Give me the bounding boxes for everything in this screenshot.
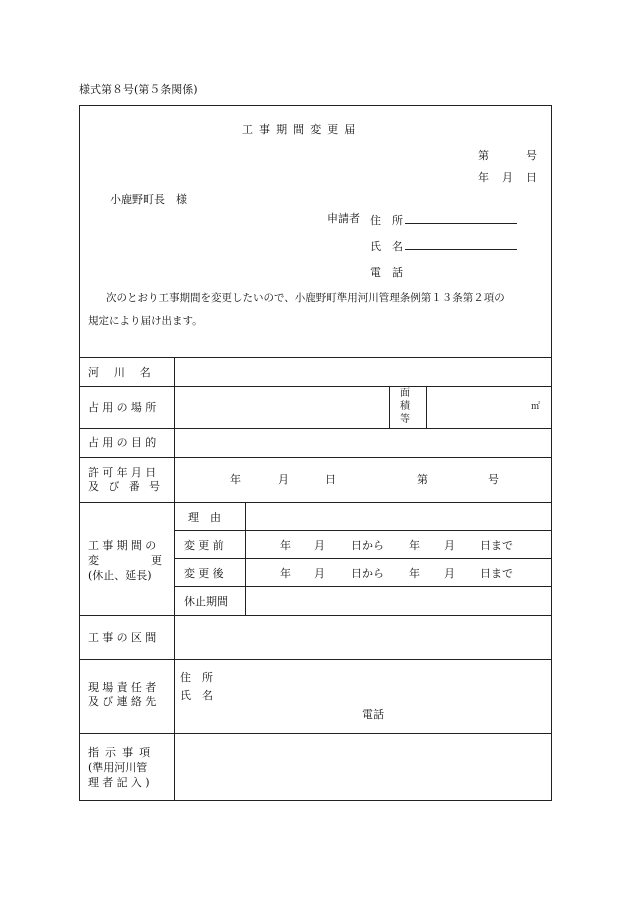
suspend-label: 休止期間 <box>184 595 228 608</box>
instruct-label <box>88 745 156 790</box>
body-text-line2: 規定により届け出ます。 <box>88 315 203 327</box>
area-label-char: 等 <box>400 414 410 425</box>
permit-day: 日 <box>325 473 336 486</box>
area-label-char: 面 <box>400 388 410 399</box>
applicant-label: 申請者 <box>327 212 360 225</box>
date-day-label: 日 <box>526 171 537 184</box>
change-label-hen: 変 <box>88 554 99 567</box>
before-from-day: 日から <box>351 539 384 552</box>
instruct-label-line2: (準用河川管 <box>88 761 148 774</box>
reason-cell[interactable] <box>246 503 550 529</box>
occupy-place-label: 占用の場所 <box>88 401 160 414</box>
river-name-label: 河川名 <box>88 366 166 379</box>
permit-no-go: 号 <box>488 473 499 486</box>
name-label: 氏 名 <box>370 240 403 253</box>
manager-address-label: 住 所 <box>180 671 213 684</box>
area-label <box>400 387 410 426</box>
instruct-label-line1: 指示事項 <box>88 746 157 759</box>
before-until-month: 月 <box>444 539 455 552</box>
after-until-month: 月 <box>444 567 455 580</box>
manager-phone-label: 電話 <box>362 708 384 721</box>
form-number: 様式第８号(第５条関係) <box>79 83 198 96</box>
before-from-year: 年 <box>280 539 291 552</box>
date-year-label: 年 <box>478 171 489 184</box>
address-underline <box>405 213 517 224</box>
occupy-purpose-label: 占用の目的 <box>88 436 160 449</box>
change-label-line3: (休止、延長) <box>88 569 152 582</box>
manager-label-line2: 及び連絡先 <box>88 695 160 708</box>
occupy-place-cell[interactable] <box>175 387 388 427</box>
form-box <box>79 105 552 801</box>
body-text-line1: 次のとおり工事期間を変更したいので、小鹿野町準用河川管理条例第１３条第２項の <box>106 292 505 304</box>
area-unit: ㎡ <box>531 402 541 412</box>
change-label-kou: 更 <box>151 554 162 567</box>
before-until-day: 日まで <box>480 539 513 552</box>
applicant-phone-field[interactable] <box>370 267 403 278</box>
reason-label: 理 由 <box>188 511 221 524</box>
instruct-cell[interactable] <box>175 734 550 800</box>
permit-label <box>88 466 169 494</box>
after-from-month: 月 <box>314 567 325 580</box>
section-label: 工事の区間 <box>88 631 160 644</box>
manager-label <box>88 681 160 709</box>
before-until-year: 年 <box>409 539 420 552</box>
change-label <box>88 538 162 583</box>
form-title: 工事期間変更届 <box>242 123 362 136</box>
change-label-line2 <box>88 553 162 568</box>
after-from-day: 日から <box>351 567 384 580</box>
area-label-char: 積 <box>400 401 410 412</box>
section-cell[interactable] <box>175 616 550 658</box>
permit-year: 年 <box>230 473 241 486</box>
col-line <box>389 386 390 428</box>
manager-cell[interactable] <box>175 660 550 732</box>
date-month-label: 月 <box>502 171 513 184</box>
number-label-go: 号 <box>526 149 537 162</box>
after-until-year: 年 <box>409 567 420 580</box>
address-label: 住 所 <box>370 214 403 227</box>
applicant-address-field[interactable] <box>370 213 517 226</box>
phone-label: 電 話 <box>370 266 403 279</box>
manager-label-line1: 現場責任者 <box>88 681 160 694</box>
after-label: 変更後 <box>184 567 227 580</box>
before-from-month: 月 <box>314 539 325 552</box>
change-label-line1: 工事期間の <box>88 539 160 552</box>
permit-label-line2: 及び番号 <box>88 480 170 493</box>
number-label-dai: 第 <box>478 149 489 162</box>
applicant-name-field[interactable] <box>370 239 517 252</box>
before-label: 変更前 <box>184 539 227 552</box>
occupy-purpose-cell[interactable] <box>175 429 550 456</box>
instruct-label-line3: 理者記入) <box>88 776 153 789</box>
manager-name-label: 氏 名 <box>180 689 213 702</box>
river-name-cell[interactable] <box>175 358 550 385</box>
after-until-day: 日まで <box>480 567 513 580</box>
name-underline <box>405 239 517 250</box>
permit-no-dai: 第 <box>417 473 428 486</box>
suspend-period-cell[interactable] <box>246 587 550 614</box>
permit-month: 月 <box>278 473 289 486</box>
after-from-year: 年 <box>280 567 291 580</box>
addressee: 小鹿野町長 様 <box>110 193 187 206</box>
permit-label-line1: 許可年月日 <box>88 466 160 479</box>
